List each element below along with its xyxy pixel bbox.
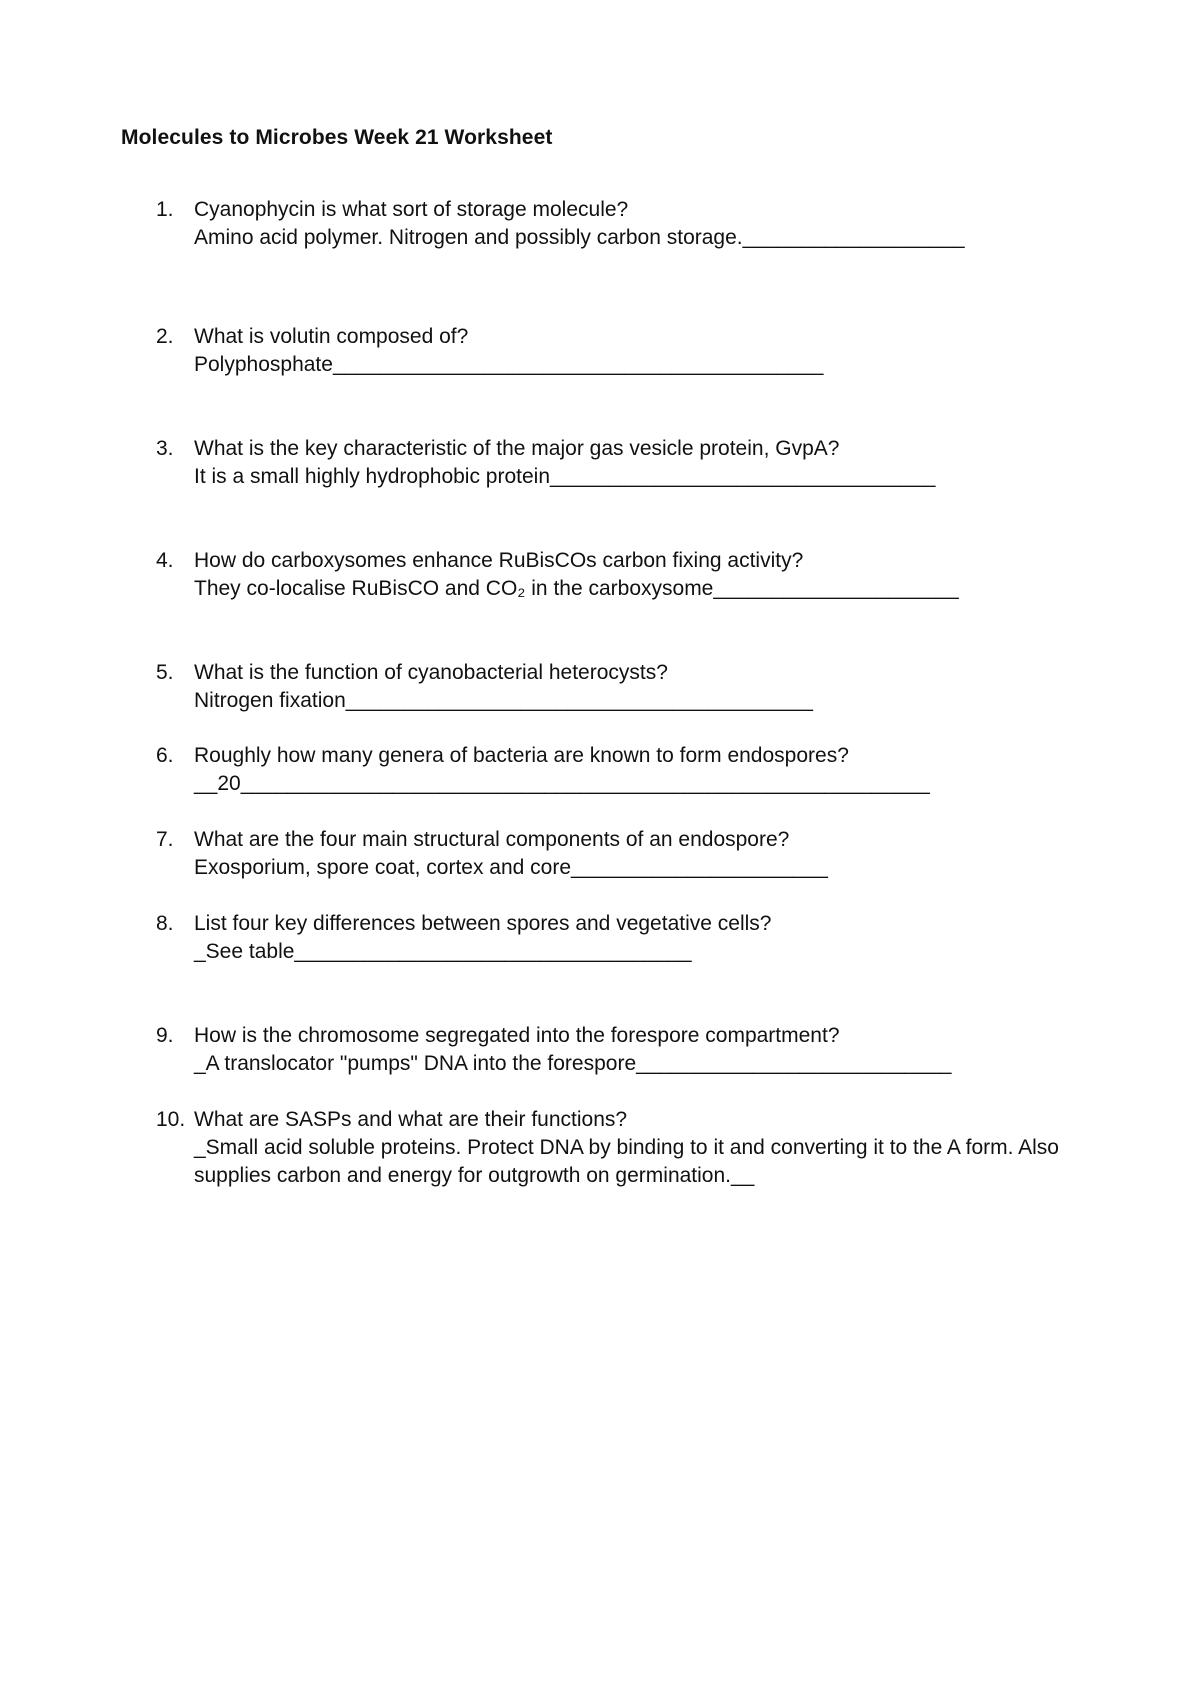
question-number: 2.: [156, 325, 174, 348]
question-text: How is the chromosome segregated into the forespore compartment?: [194, 1024, 840, 1047]
question-item: [156, 826, 1096, 882]
question-number: 8.: [156, 912, 174, 935]
question-number: 4.: [156, 549, 174, 572]
question-item: [156, 742, 1096, 798]
question-item: [156, 910, 1096, 966]
question-item: [156, 1022, 1096, 1078]
question-number: 9.: [156, 1024, 174, 1047]
question-item: [156, 547, 1096, 603]
question-number: 10.: [156, 1108, 186, 1131]
question-number: 6.: [156, 744, 174, 767]
question-text: List four key differences between spores and vegetative cells?: [194, 912, 772, 935]
question-text: What is volutin composed of?: [194, 325, 469, 348]
question-text: What is the key characteristic of the major gas vesicle protein, GvpA?: [194, 437, 840, 460]
question-text: Cyanophycin is what sort of storage molecule?: [194, 198, 629, 221]
question-text: What are the four main structural components of an endospore?: [194, 828, 790, 851]
question-number: 5.: [156, 661, 174, 684]
question-answer: Polyphosphate__________________________________________: [194, 353, 824, 376]
question-item: [156, 1106, 1096, 1190]
question-number: 1.: [156, 198, 174, 221]
question-text: How do carboxysomes enhance RuBisCOs carbon fixing activity?: [194, 549, 804, 572]
question-answer: _See table__________________________________: [194, 940, 692, 963]
question-answer: __20___________________________________________________________: [194, 772, 930, 795]
question-answer: It is a small highly hydrophobic protein_________________________________: [194, 465, 936, 488]
question-number: 7.: [156, 828, 174, 851]
question-text: What are SASPs and what are their functions?: [194, 1108, 628, 1131]
question-answer: Exosporium, spore coat, cortex and core______________________: [194, 856, 828, 879]
question-answer: They co-localise RuBisCO and CO₂ in the carboxysome_____________________: [194, 577, 959, 600]
question-answer: Amino acid polymer. Nitrogen and possibly carbon storage.___________________: [194, 226, 965, 249]
question-item: [156, 196, 1096, 252]
question-number: 3.: [156, 437, 174, 460]
question-answer: Nitrogen fixation________________________________________: [194, 689, 813, 712]
question-item: [156, 435, 1096, 491]
question-answer: _A translocator "pumps" DNA into the forespore___________________________: [194, 1052, 952, 1075]
question-item: [156, 659, 1096, 715]
question-text: What is the function of cyanobacterial heterocysts?: [194, 661, 668, 684]
worksheet-title: Molecules to Microbes Week 21 Worksheet: [121, 126, 553, 149]
question-text: Roughly how many genera of bacteria are known to form endospores?: [194, 744, 849, 767]
question-item: [156, 323, 1096, 379]
question-answer: _Small acid soluble proteins. Protect DNA by binding to it and converting it to the A form. Also supplies carbon and energy for outgrowth on germination.__: [194, 1136, 1059, 1187]
